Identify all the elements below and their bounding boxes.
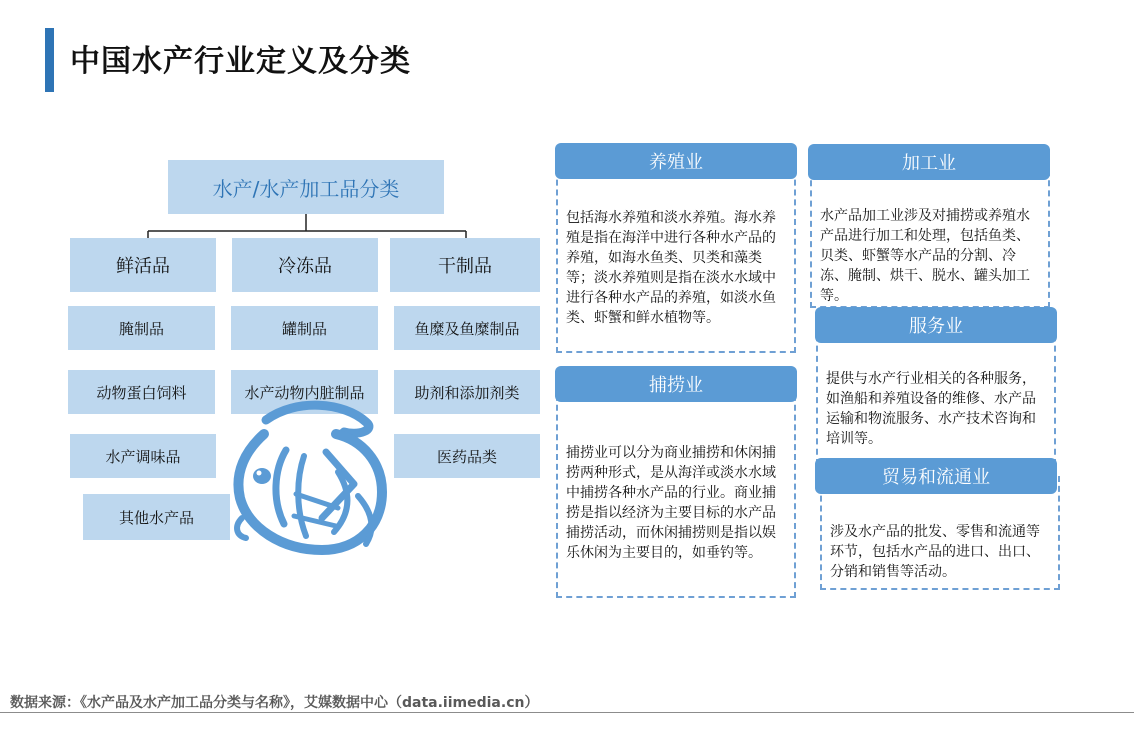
footer-divider — [0, 712, 1134, 713]
sub-item-protein-feed: 动物蛋白饲料 — [68, 370, 215, 414]
sub-item-additives: 助剂和添加剂类 — [394, 370, 540, 414]
service-card-body: 提供与水产行业相关的各种服务，如渔船和养殖设备的维修、水产品运输和物流服务、水产技术咨询和培训等。 — [816, 325, 1056, 465]
sub-item-seasoning: 水产调味品 — [70, 434, 216, 478]
processing-card-title: 加工业 — [808, 144, 1050, 180]
page-title: 中国水产行业定义及分类 — [70, 44, 411, 79]
sub-item-other: 其他水产品 — [83, 494, 230, 540]
fish-icon — [226, 400, 394, 560]
classification-root: 水产/水产加工品分类 — [168, 160, 444, 214]
sub-item-canned: 罐制品 — [231, 306, 378, 350]
sub-item-offal: 水产动物内脏制品 — [231, 370, 378, 414]
trade-card-body: 涉及水产品的批发、零售和流通等环节，包括水产品的进口、出口、分销和销售等活动。 — [820, 476, 1060, 590]
fishing-card-body: 捕捞业可以分为商业捕捞和休闲捕捞两种形式，是从海洋或淡水水域中捕捞各种水产品的行业。商业捕捞是指以经济为主要目标的水产品捕捞活动，而休闲捕捞则是指以娱乐休闲为主要目的，如垂钓等。 — [556, 385, 796, 598]
processing-card-body: 水产品加工业涉及对捕捞或养殖水产品进行加工和处理，包括鱼类、贝类、虾蟹等水产品的分割、冷冻、腌制、烘干、脱水、罐头加工等。 — [810, 160, 1050, 308]
sub-item-surimi: 鱼糜及鱼糜制品 — [394, 306, 540, 350]
sub-item-medicine: 医药品类 — [394, 434, 540, 478]
category-frozen: 冷冻品 — [232, 238, 378, 292]
service-card-title: 服务业 — [815, 307, 1057, 343]
sub-item-pickled: 腌制品 — [68, 306, 215, 350]
farming-card-body: 包括海水养殖和淡水养殖。海水养殖是指在海洋中进行各种水产品的养殖，如海水鱼类、贝类和藻类等；淡水养殖则是指在淡水水域中进行各种水产品的养殖，如淡水鱼类、虾蟹和鲜水植物等。 — [556, 160, 796, 353]
category-fresh: 鲜活品 — [70, 238, 216, 292]
trade-card-title: 贸易和流通业 — [815, 458, 1057, 494]
farming-card-title: 养殖业 — [555, 143, 797, 179]
fishing-card-title: 捕捞业 — [555, 366, 797, 402]
data-source-note: 数据来源：《水产品及水产加工品分类与名称》，艾媒数据中心（data.iimedia.cn） — [10, 695, 539, 711]
category-dried: 干制品 — [390, 238, 540, 292]
title-accent-bar — [45, 28, 54, 92]
